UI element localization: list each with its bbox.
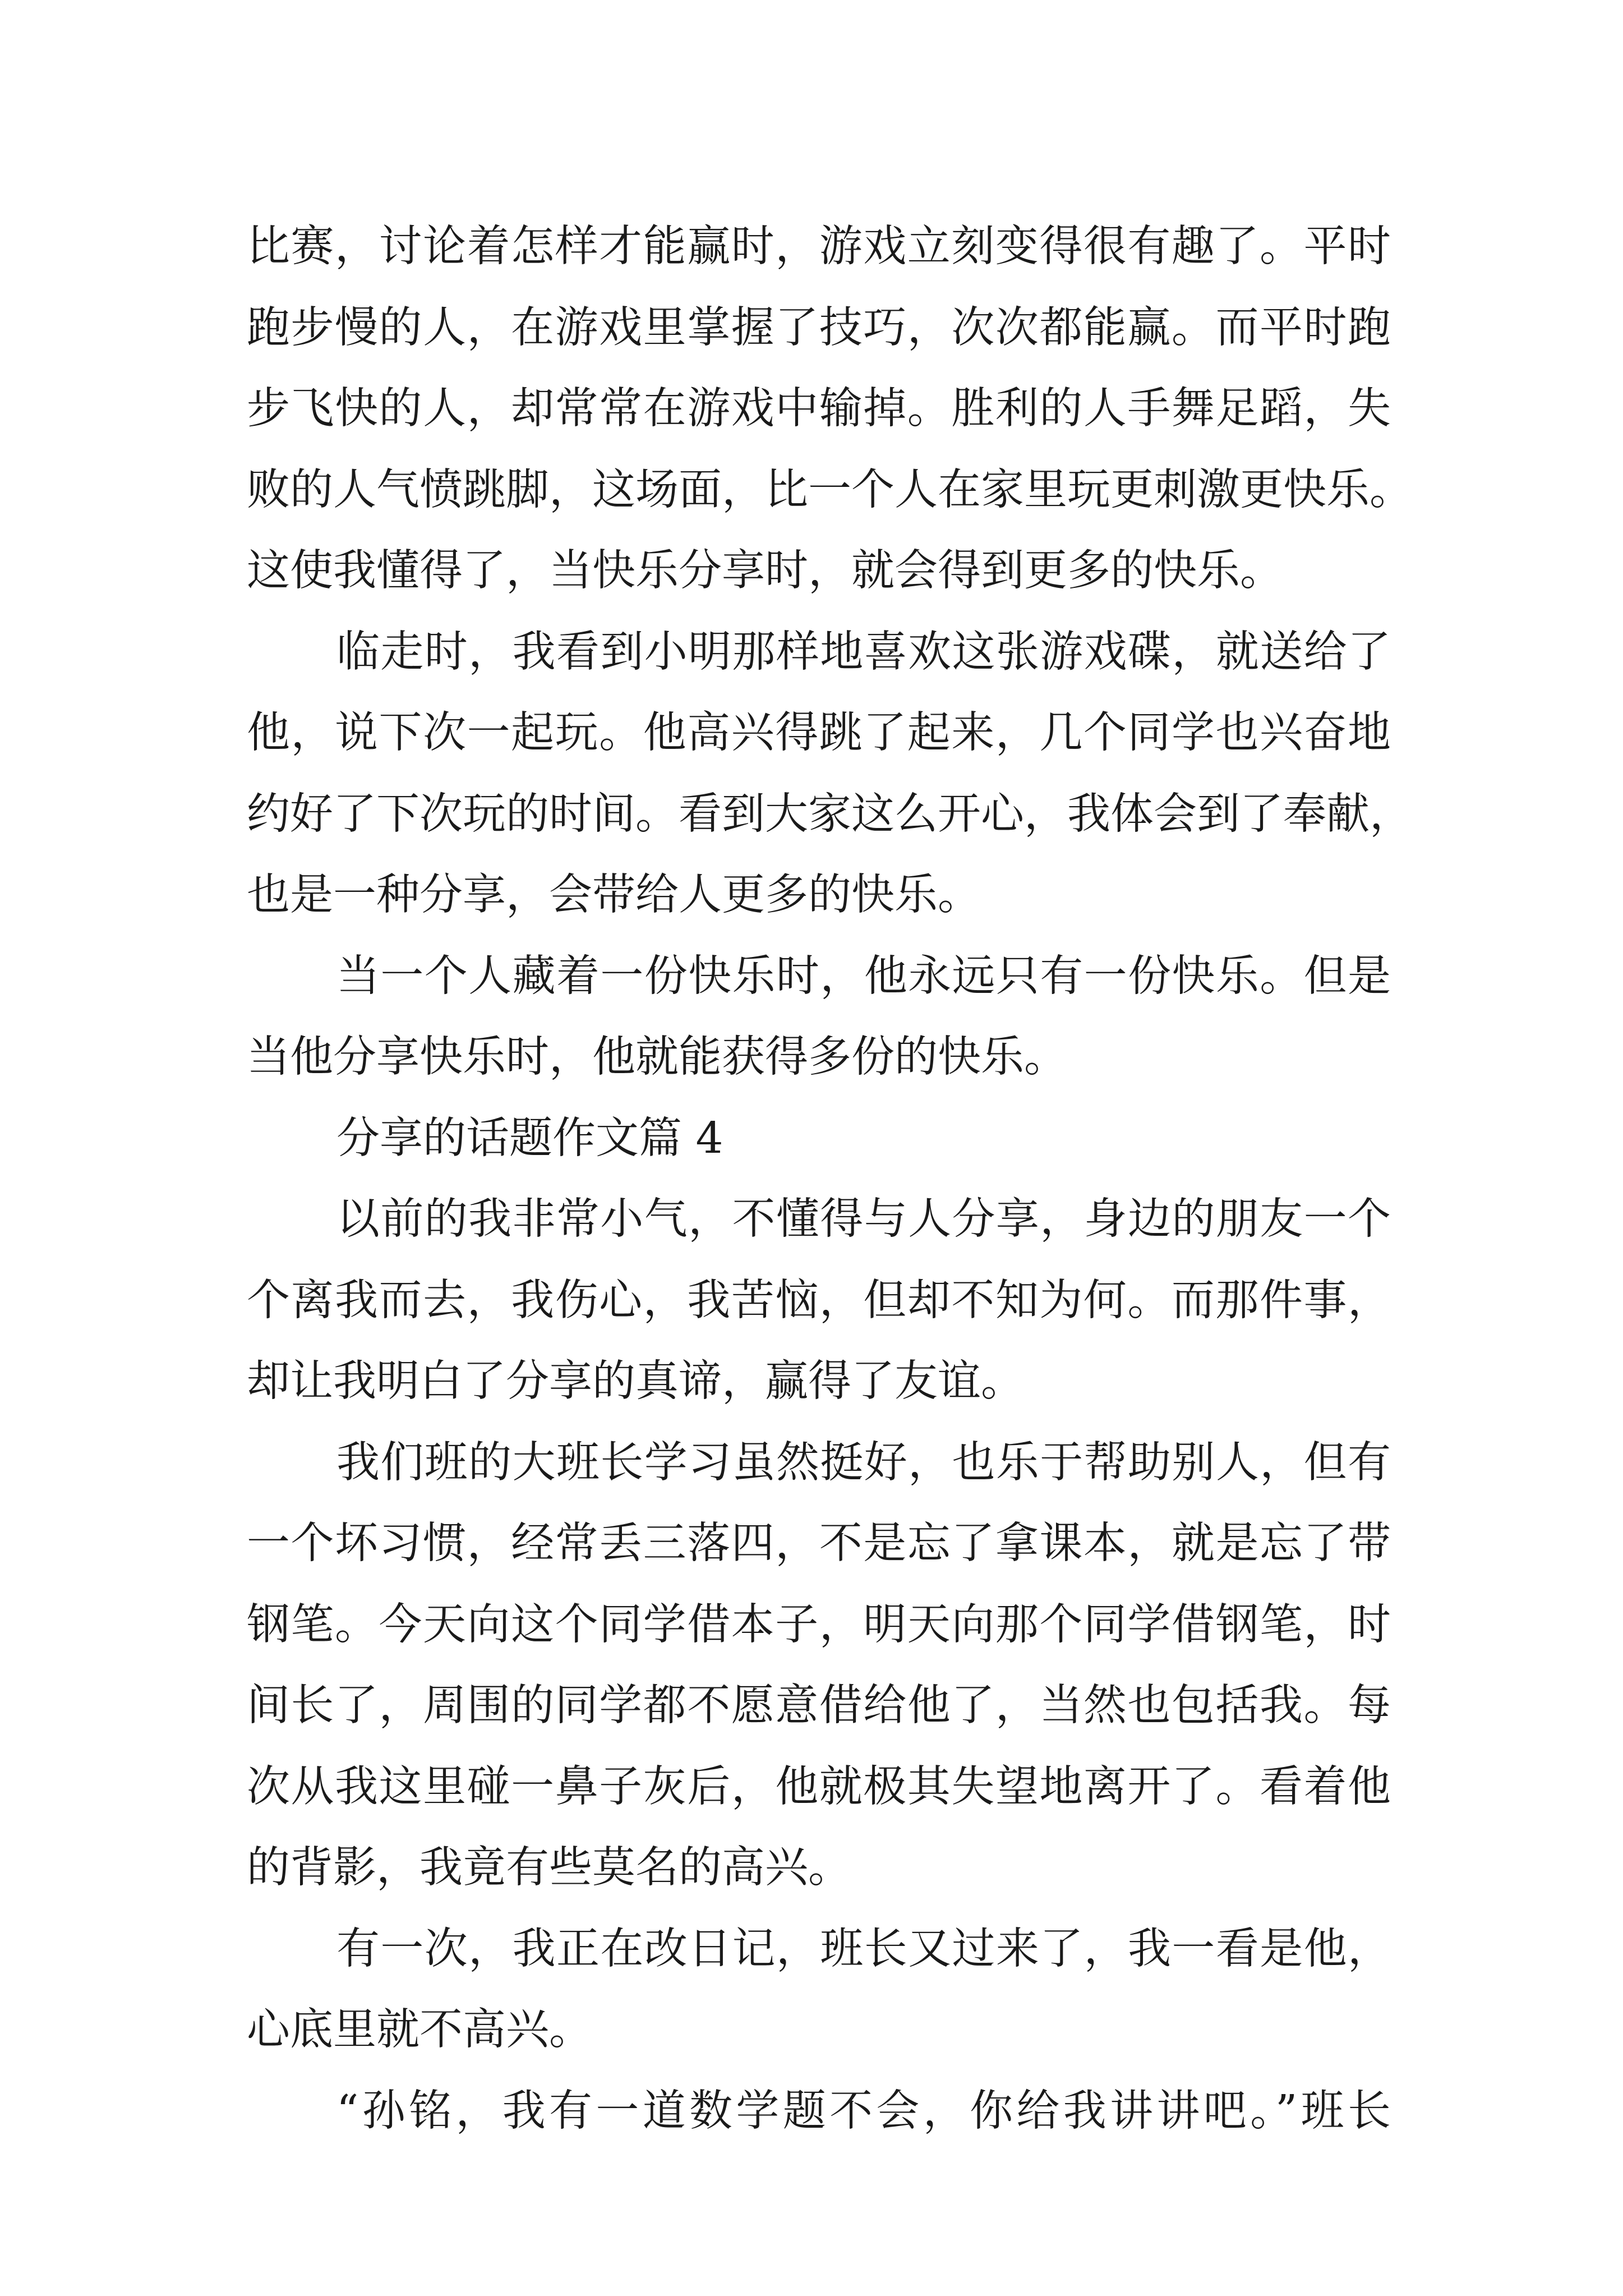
text-line: 他，说下次一起玩。他高兴得跳了起来，几个同学也兴奋地 xyxy=(247,708,1391,758)
body-text xyxy=(247,206,1413,2152)
text-line: 个离我而去，我伤心，我苦恼，但却不知为何。而那件事， xyxy=(247,1275,1391,1326)
text-line: “孙铭，我有一道数学题不会，你给我讲讲吧。”班长 xyxy=(336,2086,1391,2136)
text-line: 钢笔。今天向这个同学借本子，明天向那个同学借钢笔，时 xyxy=(247,1599,1391,1650)
text-line: 跑步慢的人，在游戏里掌握了技巧，次次都能赢。而平时跑 xyxy=(247,302,1391,353)
text-line: 次从我这里碰一鼻子灰后，他就极其失望地离开了。看着他 xyxy=(247,1761,1391,1812)
text-line: 比赛，讨论着怎样才能赢时，游戏立刻变得很有趣了。平时 xyxy=(247,222,1391,272)
text-line: 当一个人藏着一份快乐时，他永远只有一份快乐。但是 xyxy=(336,951,1391,1001)
section-heading: 分享的话题作文篇 4 xyxy=(336,1113,723,1163)
text-line: 约好了下次玩的时间。看到大家这么开心，我体会到了奉献， xyxy=(247,789,1413,839)
text-line: 间长了，周围的同学都不愿意借给他了，当然也包括我。每 xyxy=(247,1681,1391,1731)
text-line: 却让我明白了分享的真谛，赢得了友谊。 xyxy=(247,1356,1024,1406)
text-line: 这使我懂得了，当快乐分享时，就会得到更多的快乐。 xyxy=(247,546,1283,596)
text-line: 当他分享快乐时，他就能获得多份的快乐。 xyxy=(247,1032,1067,1082)
text-line: 也是一种分享，会带给人更多的快乐。 xyxy=(247,870,981,920)
text-line: 一个坏习惯，经常丢三落四，不是忘了拿课本，就是忘了带 xyxy=(247,1519,1391,1568)
text-line: 临走时，我看到小明那样地喜欢这张游戏碟，就送给了 xyxy=(336,627,1391,677)
text-line: 心底里就不高兴。 xyxy=(247,2005,592,2055)
text-line: 我们班的大班长学习虽然挺好，也乐于帮助别人，但有 xyxy=(336,1437,1391,1488)
text-line: 以前的我非常小气，不懂得与人分享，身边的朋友一个 xyxy=(336,1194,1391,1244)
text-line: 的背影，我竟有些莫名的高兴。 xyxy=(247,1843,851,1893)
text-line: 败的人气愤跳脚，这场面，比一个人在家里玩更刺激更快乐。 xyxy=(247,464,1413,515)
text-line: 步飞快的人，却常常在游戏中输掉。胜利的人手舞足蹈，失 xyxy=(247,384,1391,434)
text-line: 有一次，我正在改日记，班长又过来了，我一看是他， xyxy=(336,1924,1391,1974)
